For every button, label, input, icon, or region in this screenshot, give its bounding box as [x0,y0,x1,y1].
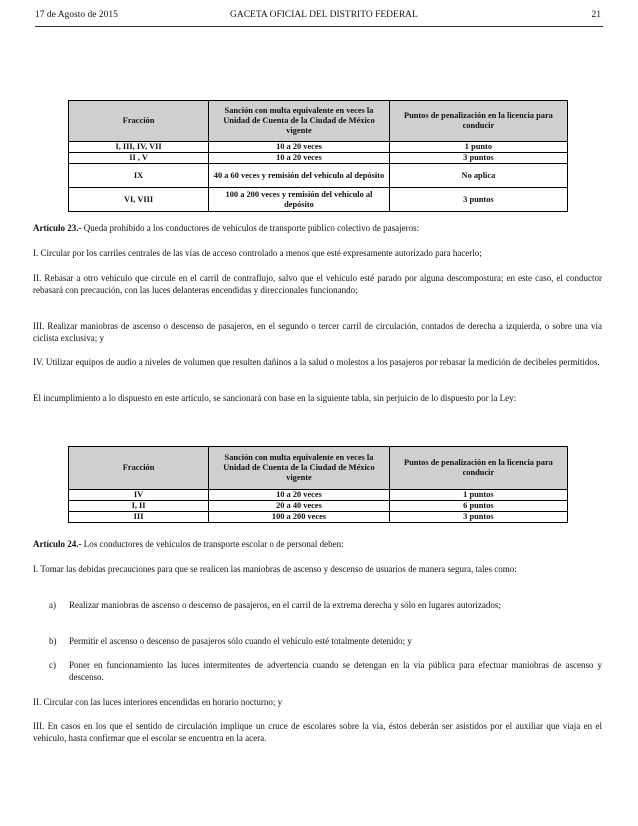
page-header [35,10,603,27]
table-cell: 100 a 200 veces y remisión del vehículo al depósito [209,188,390,212]
article-24-subitem [49,659,602,683]
table-header-cell: Fracción [69,447,209,490]
table-cell: 6 puntos [389,501,567,512]
header-date: 17 de Agosto de 2015 [35,10,118,20]
table-cell: IX [69,164,209,188]
table-cell: 20 a 40 veces [209,501,390,512]
article-23-item: II. Rebasar a otro vehículo que circule en el carril de contraflujo, salvo que el vehículo esté parado por alguna descompostura; en este caso, el conductor rebasará con precaución, con las luces delanteras encendidas y direccionales funcionando; [33,273,602,295]
table-header-cell: Sanción con multa equivalente en veces la Unidad de Cuenta de la Ciudad de México vigente [209,101,390,142]
article-24-subitem [49,599,602,611]
article-24-item: I. Tomar las debidas precauciones para que se realicen las maniobras de ascenso y descenso de usuarios de manera segura, tales como: [33,564,517,574]
article-23-title: Artículo 23.- [33,223,82,233]
table-cell: No aplica [389,164,567,188]
article-24-title: Artículo 24.- [33,539,82,549]
article-23-intro-text: Queda prohibido a los conductores de vehículos de transporte público colectivo de pasajeros: [83,223,420,233]
table-cell: 3 puntos [389,512,567,523]
table-row [69,142,568,153]
table-header-cell: Sanción con multa equivalente en veces la Unidad de Cuenta de la Ciudad de México vigente [209,447,390,490]
table-cell: 1 punto [389,142,567,153]
table-header-cell: Puntos de penalización en la licencia para conducir [389,447,567,490]
table-row [69,501,568,512]
table-cell: 3 puntos [389,188,567,212]
subitem-label: c) [49,660,56,670]
header-title: GACETA OFICIAL DEL DISTRITO FEDERAL [230,10,418,20]
table-cell: 3 puntos [389,153,567,164]
sanctions-table-1 [68,100,568,212]
table-row [69,153,568,164]
subitem-text: Poner en funcionamiento las luces intermitentes de advertencia cuando se detengan en la vía pública para efectuar maniobras de ascenso y descenso. [69,660,602,682]
table-header-cell: Fracción [69,101,209,142]
article-23-item: III. Realizar maniobras de ascenso o descenso de pasajeros, en el segundo o tercer carril de circulación, contados de derecha a izquierda, o sobre una vía ciclista exclusiva; y [33,321,602,343]
article-24-item: III. En casos en los que el sentido de circulación implique un cruce de escolares sobre la vía, éstos deberán ser asistidos por el auxiliar que viaja en el vehículo, hasta confirmar que el escolar se encuentra en la acera. [33,721,602,743]
table-cell: VI, VIII [69,188,209,212]
table-cell: 10 a 20 veces [209,490,390,501]
subitem-text: Realizar maniobras de ascenso o descenso de pasajeros, en el carril de la extrema derecha y sólo en lugares autorizados; [69,600,501,610]
article-23-item: I. Circular por los carriles centrales de las vías de acceso controlado a menos que esté expresamente autorizado para hacerlo; [33,248,482,258]
table-cell: 100 a 200 veces [209,512,390,523]
article-24-intro [33,538,602,550]
table-cell: 1 puntos [389,490,567,501]
subitem-label: a) [49,600,56,610]
header-page-number: 21 [591,10,601,20]
article-24-intro-text: Los conductores de vehículos de transporte escolar o de personal deben: [83,539,344,549]
table-cell: III [69,512,209,523]
table-cell: IV [69,490,209,501]
table-row [69,188,568,212]
subitem-label: b) [49,636,57,646]
table-row [69,490,568,501]
subitem-text: Permitir el ascenso o descenso de pasajeros sólo cuando el vehículo esté totalmente detenido; y [69,636,412,646]
table-row [69,512,568,523]
article-24-item: II. Circular con las luces interiores encendidas en horario nocturno; y [33,697,283,707]
article-23-closing: El incumplimiento a lo dispuesto en este artículo, se sancionará con base en la siguiente tabla, sin perjuicio de lo dispuesto por la Ley: [33,393,517,403]
table-cell: 10 a 20 veces [209,142,390,153]
table-cell: 40 a 60 veces y remisión del vehículo al depósito [209,164,390,188]
article-24-subitem [49,635,602,647]
table-cell: 10 a 20 veces [209,153,390,164]
article-23-intro [33,222,602,234]
table-cell: I, II [69,501,209,512]
table-cell: I, III, IV, VII [69,142,209,153]
table-header-cell: Puntos de penalización en la licencia para conducir [389,101,567,142]
table-cell: II , V [69,153,209,164]
table-row [69,164,568,188]
article-23-item: IV. Utilizar equipos de audio a niveles de volumen que resulten dañinos a la salud o molestos a los pasajeros por rebasar la medición de decibeles permitidos. [33,357,600,367]
sanctions-table-2 [68,446,568,523]
